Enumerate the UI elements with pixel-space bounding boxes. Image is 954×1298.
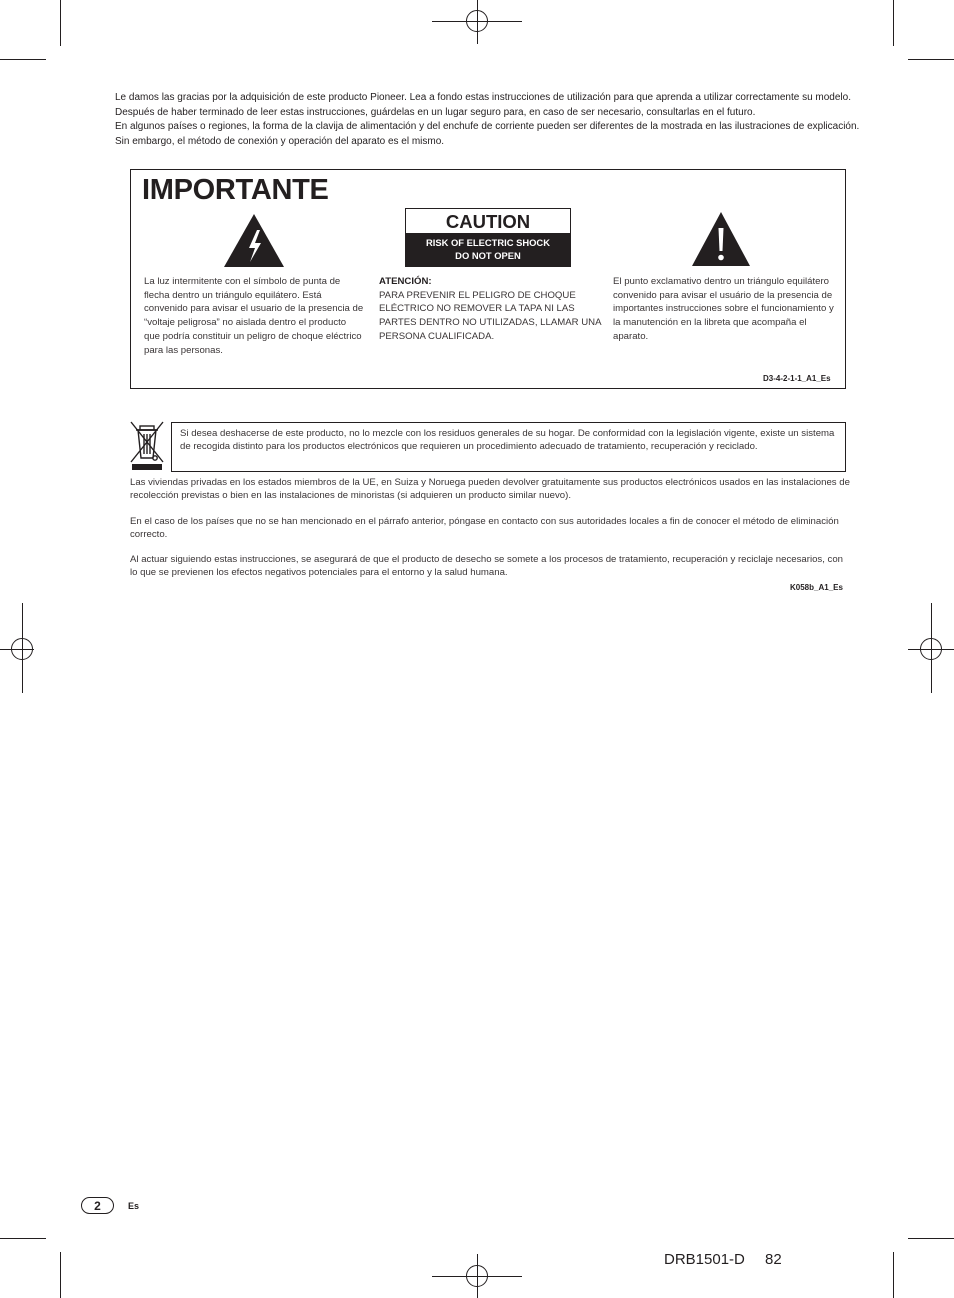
page-number: 2 xyxy=(81,1197,114,1214)
intro-paragraph-1: Le damos las gracias por la adquisición de este producto Pioneer. Lea a fondo estas instrucciones de utilización para que aprenda a utilizar correctamente su modelo. Después de haber terminado de leer estas instrucciones, guárdelas en un lugar seguro para, en caso de ser necesario, consultarlas en el futuro. xyxy=(115,92,851,118)
weee-paragraph-3: Al actuar siguiendo estas instrucciones, se asegurará de que el producto de desecho se somete a los procesos de tratamiento, recuperación y reciclaje necesarios, con lo que se previenen los efectos negativos potenciales para el entorno y la salud humana. xyxy=(130,554,844,579)
atencion-text: PARA PREVENIR EL PELIGRO DE CHOQUE ELÉCTRICO NO REMOVER LA TAPA NI LAS PARTES DENTRO NO UTILIZADAS, LLAMAR UNA PERSONA CUALIFICADA. xyxy=(379,289,601,342)
caution-label xyxy=(405,208,571,267)
atencion-heading: ATENCIÓN: xyxy=(379,276,432,287)
footer-code: DRB1501-D xyxy=(664,1251,745,1268)
exclamation-warning-icon xyxy=(690,210,752,268)
weee-code: K058b_A1_Es xyxy=(790,583,843,592)
importante-title: IMPORTANTE xyxy=(142,174,329,206)
lightning-explanation: La luz intermitente con el símbolo de punta de flecha dentro un triángulo equilátero. Está convenido para avisar el usuario de la presencia de “voltaje peligrosa” no aislada dentro el producto que podría constituir un peligro de choque eléctrico para las personas. xyxy=(144,276,364,356)
caution-title: CAUTION xyxy=(445,211,531,232)
weee-paragraph-1: Las viviendas privadas en los estados miembros de la UE, en Suiza y Noruega pueden devolver gratuitamente sus productos electrónicos usados en las instalaciones de recolección previstas o bien en las instalaciones de minoristas (si adquieren un producto similar nuevo). xyxy=(130,477,850,502)
caution-line-1: RISK OF ELECTRIC SHOCK xyxy=(426,237,550,248)
atencion-block xyxy=(379,275,601,344)
weee-notice-box: Si desea deshacerse de este producto, no lo mezcle con los residuos generales de su hogar. De conformidad con la legislación vigente, existe un sistema de recogida distinto para los productos electrónicos que requieren un procedimiento adecuado de tratamiento, recuperación y reciclado. xyxy=(171,422,846,472)
weee-paragraph-2: En el caso de los países que no se han mencionado en el párrafo anterior, póngase en contacto con sus autoridades locales a fin de conocer el método de eliminación correcto. xyxy=(130,516,839,541)
intro-paragraph-2: En algunos países o regiones, la forma de la clavija de alimentación y del enchufe de corriente pueden ser diferentes de la mostrada en las ilustraciones de explicación. Sin embargo, el método de conexión y operación del aparato es el mismo. xyxy=(115,121,860,147)
caution-warning xyxy=(406,233,570,266)
footer-page: 82 xyxy=(765,1251,782,1268)
caution-line-2: DO NOT OPEN xyxy=(455,250,521,261)
document-footer xyxy=(664,1251,782,1268)
importante-code: D3-4-2-1-1_A1_Es xyxy=(763,374,831,383)
exclamation-explanation: El punto exclamativo dentro un triángulo equilátero convenido para avisar el usuário de la presencia de importantes instrucciones sobre el funcionamiento y la manutención en la libreta que acompaña el aparato. xyxy=(613,276,834,342)
crossed-bin-icon xyxy=(128,420,166,472)
language-code: Es xyxy=(128,1201,140,1211)
lightning-warning-icon xyxy=(222,212,286,269)
intro-text xyxy=(115,91,865,149)
